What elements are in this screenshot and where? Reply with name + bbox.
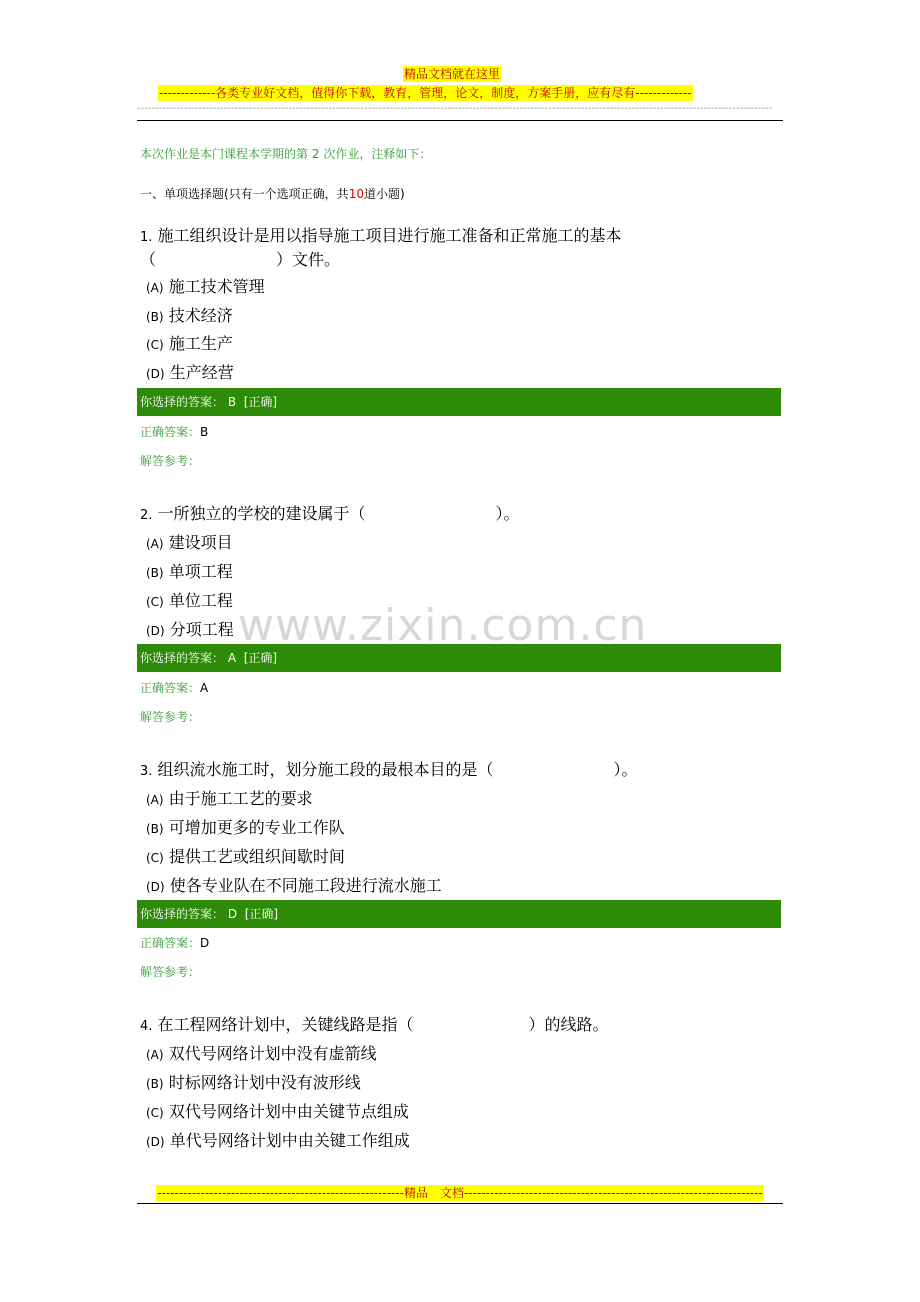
question-1-option-d[interactable] (146, 362, 234, 385)
option-letter: (B) (146, 566, 164, 580)
question-stem: 组织流水施工时，划分施工段的最根本目的是（ (157, 760, 494, 779)
option-text: 分项工程 (169, 620, 234, 639)
option-letter: (D) (146, 1135, 165, 1149)
question-3-option-a[interactable] (146, 788, 313, 811)
intro-line (140, 146, 431, 162)
question-1-selected-answer-bar (137, 388, 781, 416)
option-text: 使各专业队在不同施工段进行流水施工 (169, 876, 442, 895)
blank-close: ）。 (613, 760, 638, 779)
question-1-text (140, 225, 780, 271)
question-2-option-c[interactable] (146, 590, 233, 613)
option-text: 可增加更多的专业工作队 (168, 818, 345, 837)
status-badge: [正确] (243, 395, 278, 409)
status-badge: [正确] (243, 651, 278, 665)
question-number: 4. (140, 1019, 153, 1034)
section-heading (140, 186, 405, 202)
question-4-option-a[interactable] (146, 1043, 377, 1066)
selected-label: 你选择的答案： (140, 651, 225, 665)
question-number: 1. (140, 230, 153, 245)
question-3-selected-answer-bar (137, 900, 781, 928)
footer-banner: ---------------------------------------------------------精品 文档--------------------------------------------------------------------- (157, 1186, 763, 1200)
question-3-reference: 解答参考： (140, 965, 201, 979)
section-before: 一、单项选择题(只有一个选项正确，共 (140, 187, 349, 201)
option-letter: (B) (146, 310, 164, 324)
question-3-option-c[interactable] (146, 846, 345, 869)
question-3-text (140, 759, 780, 783)
option-text: 时标网络计划中没有波形线 (168, 1073, 361, 1092)
option-text: 由于施工工艺的要求 (168, 789, 313, 808)
blank-close: ）的线路。 (528, 1015, 609, 1034)
option-text: 生产经营 (169, 363, 234, 382)
option-letter: (B) (146, 822, 164, 836)
question-1-option-c[interactable] (146, 333, 233, 356)
question-count: 10 (348, 187, 364, 201)
option-text: 单项工程 (168, 562, 233, 581)
blank-close: ）。 (495, 504, 520, 523)
option-letter: (D) (146, 880, 165, 894)
correct-label: 正确答案： (140, 681, 201, 695)
question-4-option-c[interactable] (146, 1101, 409, 1124)
selected-label: 你选择的答案： (140, 907, 225, 921)
question-stem: 施工组织设计是用以指导施工项目进行施工准备和正常施工的基本 (157, 226, 622, 245)
intro-before: 本次作业是本门课程本学期的第 (140, 147, 309, 161)
selected-value: D (227, 907, 238, 921)
correct-label: 正确答案： (140, 936, 201, 950)
correct-label: 正确答案： (140, 425, 201, 439)
option-letter: (A) (146, 793, 164, 807)
intro-after: 次作业，注释如下： (323, 147, 432, 161)
watermark: www.zixin.com.cn (238, 600, 648, 651)
question-4-option-d[interactable] (146, 1130, 410, 1153)
blank-open: （ (140, 250, 157, 269)
footer-rule (137, 1203, 783, 1204)
question-1-reference: 解答参考： (140, 454, 201, 468)
question-stem: 一所独立的学校的建设属于（ (157, 504, 366, 523)
question-stem: 在工程网络计划中，关键线路是指（ (157, 1015, 414, 1034)
question-3-option-d[interactable] (146, 875, 442, 898)
option-letter: (A) (146, 281, 164, 295)
option-letter: (B) (146, 1077, 164, 1091)
option-letter: (C) (146, 595, 164, 609)
header-dashes: -------------------------------------------------------------------------------------------------------------------------------------------------------------------------------- (137, 103, 773, 114)
option-letter: (D) (146, 624, 165, 638)
section-after: 道小题) (363, 187, 405, 201)
question-4-text (140, 1014, 780, 1038)
option-text: 单代号网络计划中由关键工作组成 (169, 1131, 410, 1150)
question-1-option-b[interactable] (146, 305, 233, 328)
option-letter: (C) (146, 851, 164, 865)
option-letter: (A) (146, 1048, 164, 1062)
question-2-option-b[interactable] (146, 561, 233, 584)
question-3-correct-answer (140, 935, 209, 951)
selected-value: B (227, 395, 237, 409)
question-number: 3. (140, 764, 153, 779)
selected-label: 你选择的答案： (140, 395, 225, 409)
option-text: 单位工程 (168, 591, 233, 610)
assignment-number: 2 (311, 147, 320, 161)
correct-value: D (200, 936, 210, 950)
question-2-option-a[interactable] (146, 532, 233, 555)
option-text: 提供工艺或组织间歇时间 (168, 847, 345, 866)
option-text: 双代号网络计划中由关键节点组成 (168, 1102, 409, 1121)
question-number: 2. (140, 508, 153, 523)
option-text: 建设项目 (168, 533, 233, 552)
question-3-option-b[interactable] (146, 817, 345, 840)
question-1-option-a[interactable] (146, 276, 265, 299)
question-1-correct-answer (140, 424, 208, 440)
option-letter: (D) (146, 367, 165, 381)
selected-value: A (227, 651, 237, 665)
option-text: 双代号网络计划中没有虚箭线 (168, 1044, 377, 1063)
option-letter: (C) (146, 1106, 164, 1120)
header-subtitle: -------------各类专业好文档，值得你下载，教育，管理，论文，制度，方案手册，应有尽有------------- (159, 86, 692, 100)
question-2-reference: 解答参考： (140, 710, 201, 724)
option-text: 技术经济 (168, 306, 233, 325)
status-badge: [正确] (244, 907, 279, 921)
question-2-text (140, 503, 780, 527)
blank-close: ）文件。 (276, 250, 341, 269)
option-text: 施工生产 (168, 334, 233, 353)
option-letter: (C) (146, 338, 164, 352)
option-text: 施工技术管理 (168, 277, 265, 296)
question-4-option-b[interactable] (146, 1072, 361, 1095)
correct-value: B (200, 425, 209, 439)
correct-value: A (200, 681, 209, 695)
header-title: 精品文档就在这里 (404, 67, 501, 81)
question-2-option-d[interactable] (146, 619, 234, 642)
header-rule (137, 120, 783, 121)
question-2-correct-answer (140, 680, 208, 696)
option-letter: (A) (146, 537, 164, 551)
